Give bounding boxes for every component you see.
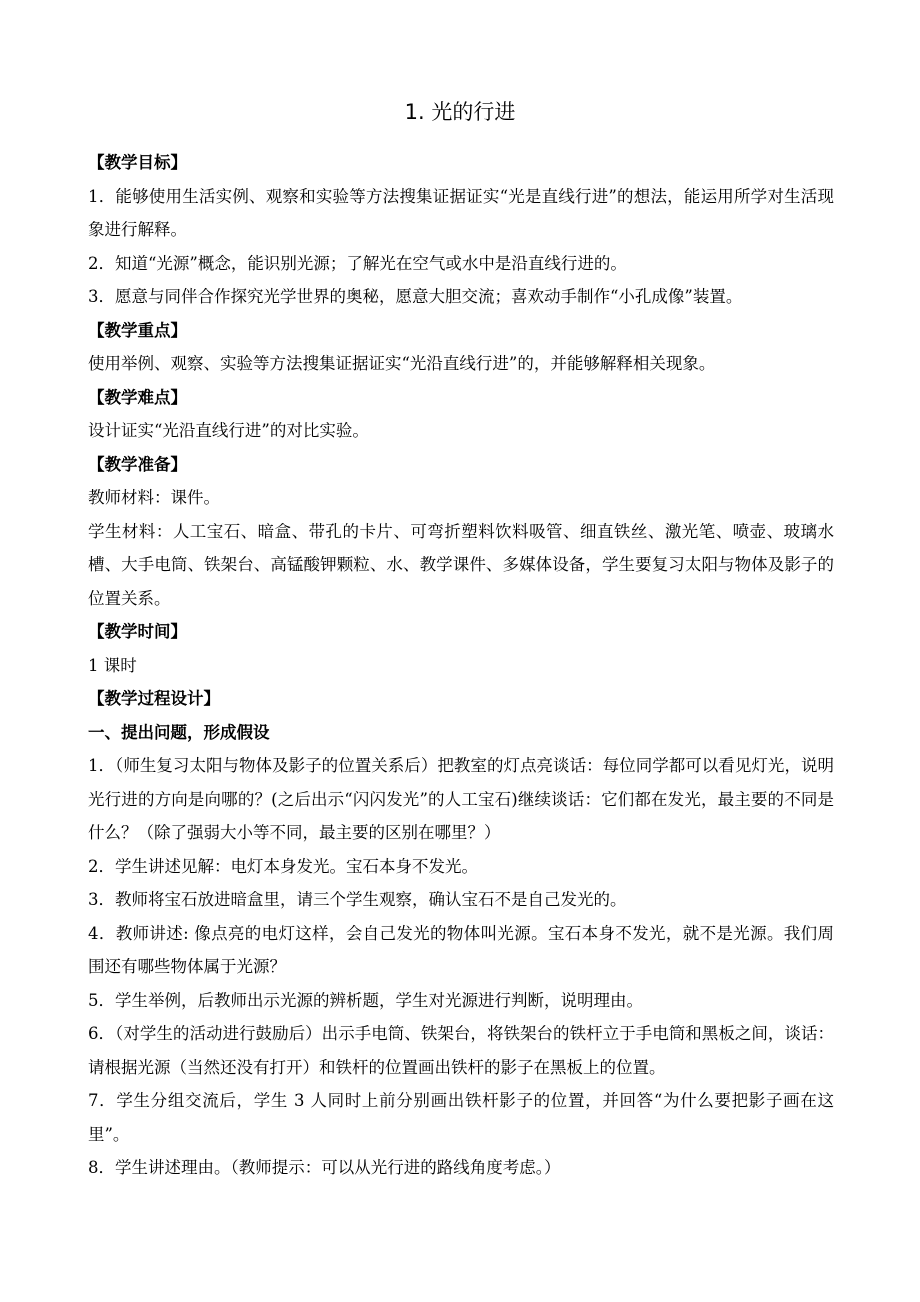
paragraph: 学生材料：人工宝石、暗盒、带孔的卡片、可弯折塑料饮料吸管、细直铁丝、激光笔、喷壶、玻璃水槽、大手电筒、铁架台、高锰酸钾颗粒、水、教学课件、多媒体设备，学生要复习太阳与物体及影子的位置关系。 [88, 521, 834, 608]
section-heading: 【教学时间】 [88, 622, 187, 641]
paragraph: 设计证实“光沿直线行进”的对比实验。 [88, 421, 369, 440]
paragraph: 7．学生分组交流后，学生 3 人同时上前分别画出铁杆影子的位置，并回答“为什么要把影子画在这里”。 [88, 1091, 834, 1144]
section-heading: 【教学重点】 [88, 320, 187, 340]
paragraph: 2．知道“光源”概念，能识别光源；了解光在空气或水中是沿直线行进的。 [88, 253, 627, 273]
section-heading: 【教学目标】 [88, 153, 187, 172]
section-heading: 【教学过程设计】 [88, 689, 220, 708]
paragraph: 6．（对学生的活动进行鼓励后）出示手电筒、铁架台，将铁架台的铁杆立于手电筒和黑板之间，谈话：请根据光源（当然还没有打开）和铁杆的位置画出铁杆的影子在黑板上的位置。 [88, 1024, 834, 1077]
paragraph: 8．学生讲述理由。（教师提示：可以从光行进的路线角度考虑。） [88, 1158, 561, 1177]
paragraph: 1．能够使用生活实例、观察和实验等方法搜集证据证实“光是直线行进”的想法，能运用所学对生活现象进行解释。 [88, 186, 834, 239]
section-heading: 一、提出问题，形成假设 [88, 722, 270, 742]
paragraph: 1．（师生复习太阳与物体及影子的位置关系后）把教室的灯点亮谈话：每位同学都可以看见灯光，说明光行进的方向是向哪的？(之后出示“闪闪发光”的人工宝石)继续谈话：它们都在发光，最主要的不同是什么？（除了强弱大小等不同，最主要的区别在哪里？） [88, 756, 834, 842]
paragraph: 1 课时 [88, 655, 137, 675]
document-title: 1. 光的行进 [404, 100, 516, 124]
section-heading: 【教学准备】 [88, 454, 187, 474]
paragraph: 教师材料：课件。 [88, 488, 220, 507]
document-body [88, 146, 834, 1185]
paragraph: 3．愿意与同伴合作探究光学世界的奥秘，愿意大胆交流；喜欢动手制作“小孔成像”装置。 [88, 287, 743, 306]
paragraph: 2．学生讲述见解：电灯本身发光。宝石本身不发光。 [88, 856, 478, 876]
paragraph: 使用举例、观察、实验等方法搜集证据证实“光沿直线行进”的，并能够解释相关现象。 [88, 354, 716, 373]
paragraph: 3．教师将宝石放进暗盒里，请三个学生观察，确认宝石不是自己发光的。 [88, 890, 627, 909]
section-heading: 【教学难点】 [88, 387, 187, 407]
paragraph: 4．教师讲述: 像点亮的电灯这样，会自己发光的物体叫光源。宝石本身不发光，就不是光源。我们周围还有哪些物体属于光源？ [88, 923, 834, 976]
paragraph: 5．学生举例，后教师出示光源的辨析题，学生对光源进行判断，说明理由。 [88, 990, 643, 1010]
